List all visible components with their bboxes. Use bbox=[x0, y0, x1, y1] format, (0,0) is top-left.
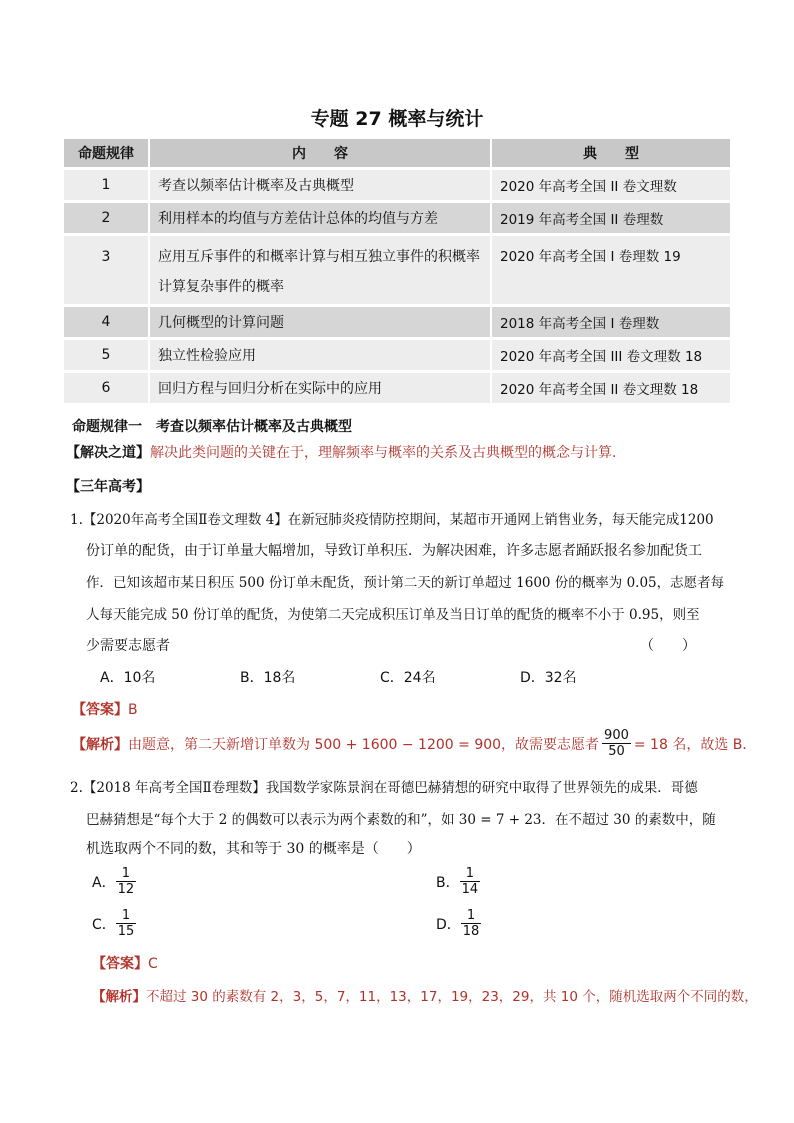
three-years-label: 【三年高考】 bbox=[66, 479, 150, 495]
table-row bbox=[64, 373, 730, 403]
table-cell-num: 2 bbox=[64, 203, 148, 233]
table-header-row bbox=[64, 139, 730, 167]
answer-label: 【答案】 bbox=[72, 702, 128, 718]
table-cell-example: 2020 年高考全国 I 卷理数 19 bbox=[492, 236, 730, 304]
q1-option-a: A．10名 bbox=[100, 670, 156, 686]
fraction-denominator: 18 bbox=[462, 924, 480, 939]
q1-line: 少需要志愿者 bbox=[86, 638, 170, 654]
table-row bbox=[64, 340, 730, 370]
q2-answer bbox=[92, 953, 158, 973]
q2-option-d bbox=[436, 908, 481, 939]
method-paragraph bbox=[66, 442, 616, 462]
method-label: 【解决之道】 bbox=[66, 445, 150, 461]
table-cell-content: 回归方程与回归分析在实际中的应用 bbox=[148, 373, 492, 403]
table-cell-example: 2019 年高考全国 II 卷理数 bbox=[492, 203, 730, 233]
analysis-label: 【解析】 bbox=[92, 989, 146, 1005]
answer-value: C bbox=[148, 956, 158, 972]
table-row bbox=[64, 203, 730, 233]
analysis-text: 不超过 30 的素数有 2，3，5，7，11，13，17，19，23，29，共 10 个，随机选取两个不同的数， bbox=[146, 989, 758, 1005]
fraction-denominator: 15 bbox=[117, 924, 135, 939]
table-cell-example: 2020 年高考全国 III 卷文理数 18 bbox=[492, 340, 730, 370]
table-cell-content: 利用样本的均值与方差估计总体的均值与方差 bbox=[148, 203, 492, 233]
table-cell-num: 6 bbox=[64, 373, 148, 403]
table-row bbox=[64, 307, 730, 337]
option-label: D． bbox=[436, 916, 461, 933]
table-cell-example: 2018 年高考全国 I 卷理数 bbox=[492, 307, 730, 337]
q2-option-a bbox=[92, 866, 136, 897]
table-header: 命题规律 bbox=[64, 139, 148, 167]
option-label: C． bbox=[92, 916, 116, 933]
table-cell-content: 应用互斥事件的和概率计算与相互独立事件的积概率计算复杂事件的概率 bbox=[148, 236, 492, 304]
fraction-numerator: 1 bbox=[116, 866, 137, 882]
fraction bbox=[116, 866, 137, 897]
q1-line: 1.【2020年高考全国Ⅱ卷文理数 4】在新冠肺炎疫情防控期间，某超市开通网上销售业务，每天能完成1200 bbox=[70, 512, 714, 528]
fraction-numerator: 900 bbox=[604, 728, 629, 743]
q1-answer bbox=[72, 699, 138, 719]
q1-option-b: B．18名 bbox=[240, 670, 296, 686]
table-cell-num: 4 bbox=[64, 307, 148, 337]
page-title: 专题 27 概率与统计 bbox=[310, 108, 484, 130]
table-cell-content: 考查以频率估计概率及古典概型 bbox=[148, 170, 492, 200]
table-header: 典 型 bbox=[492, 139, 730, 167]
table-cell-example: 2020 年高考全国 II 卷文理数 bbox=[492, 170, 730, 200]
table-cell-content: 独立性检验应用 bbox=[148, 340, 492, 370]
table-cell-example: 2020 年高考全国 II 卷文理数 18 bbox=[492, 373, 730, 403]
q1-paren: （ ） bbox=[640, 638, 696, 654]
fraction-denominator: 14 bbox=[461, 882, 479, 897]
q2-line: 2.【2018 年高考全国Ⅱ卷理数】我国数学家陈景润在哥德巴赫猜想的研究中取得了世界领先的成果．哥德 bbox=[70, 780, 698, 796]
q2-line: 巴赫猜想是“每个大于 2 的偶数可以表示为两个素数的和”，如 30 = 7 + 23．在不超过 30 的素数中，随 bbox=[86, 812, 716, 828]
analysis-text: 由题意，第二天新增订单数为 500 + 1600 − 1200 = 900，故需要志愿者 bbox=[128, 736, 600, 753]
q1-option-d: D．32名 bbox=[520, 670, 577, 686]
fraction-numerator: 1 bbox=[460, 866, 481, 882]
table-cell-content: 几何概型的计算问题 bbox=[148, 307, 492, 337]
fraction bbox=[460, 866, 481, 897]
q1-line: 人每天能完成 50 份订单的配货，为使第二天完成积压订单及当日订单的配货的概率不小于 0.95，则至 bbox=[86, 607, 700, 623]
table-row bbox=[64, 170, 730, 200]
table-row bbox=[64, 236, 730, 304]
fraction-denominator: 50 bbox=[608, 744, 625, 759]
q1-analysis bbox=[72, 728, 756, 759]
fraction-numerator: 1 bbox=[461, 908, 482, 924]
q2-option-b bbox=[436, 866, 480, 897]
fraction-numerator: 1 bbox=[116, 908, 137, 924]
option-label: B． bbox=[436, 874, 460, 891]
answer-label: 【答案】 bbox=[92, 956, 148, 972]
q1-option-c: C．24名 bbox=[380, 670, 436, 686]
fraction-denominator: 12 bbox=[117, 882, 135, 897]
table-header: 内 容 bbox=[148, 139, 492, 167]
table-cell-num: 3 bbox=[64, 236, 148, 304]
q2-line: 机选取两个不同的数，其和等于 30 的概率是（ ） bbox=[86, 841, 421, 857]
q2-analysis bbox=[92, 985, 758, 1005]
q1-line: 份订单的配货，由于订单量大幅增加，导致订单积压．为解决困难，许多志愿者踊跃报名参加配货工 bbox=[86, 543, 702, 559]
topic-table bbox=[64, 136, 730, 406]
table-cell-num: 5 bbox=[64, 340, 148, 370]
fraction bbox=[116, 908, 137, 939]
analysis-label: 【解析】 bbox=[72, 736, 128, 753]
q1-line: 作．已知该超市某日积压 500 份订单未配货，预计第二天的新订单超过 1600 份的概率为 0.05，志愿者每 bbox=[86, 575, 725, 591]
option-label: A． bbox=[92, 874, 116, 891]
q2-option-c bbox=[92, 908, 136, 939]
table-cell-num: 1 bbox=[64, 170, 148, 200]
method-text: 解决此类问题的关键在于，理解频率与概率的关系及古典概型的概念与计算. bbox=[150, 445, 617, 461]
fraction bbox=[602, 728, 631, 759]
section-heading: 命题规律一 考查以频率估计概率及古典概型 bbox=[72, 419, 352, 435]
answer-value: B bbox=[128, 702, 138, 718]
analysis-text: = 18 名，故选 B． bbox=[633, 736, 757, 753]
fraction bbox=[461, 908, 482, 939]
